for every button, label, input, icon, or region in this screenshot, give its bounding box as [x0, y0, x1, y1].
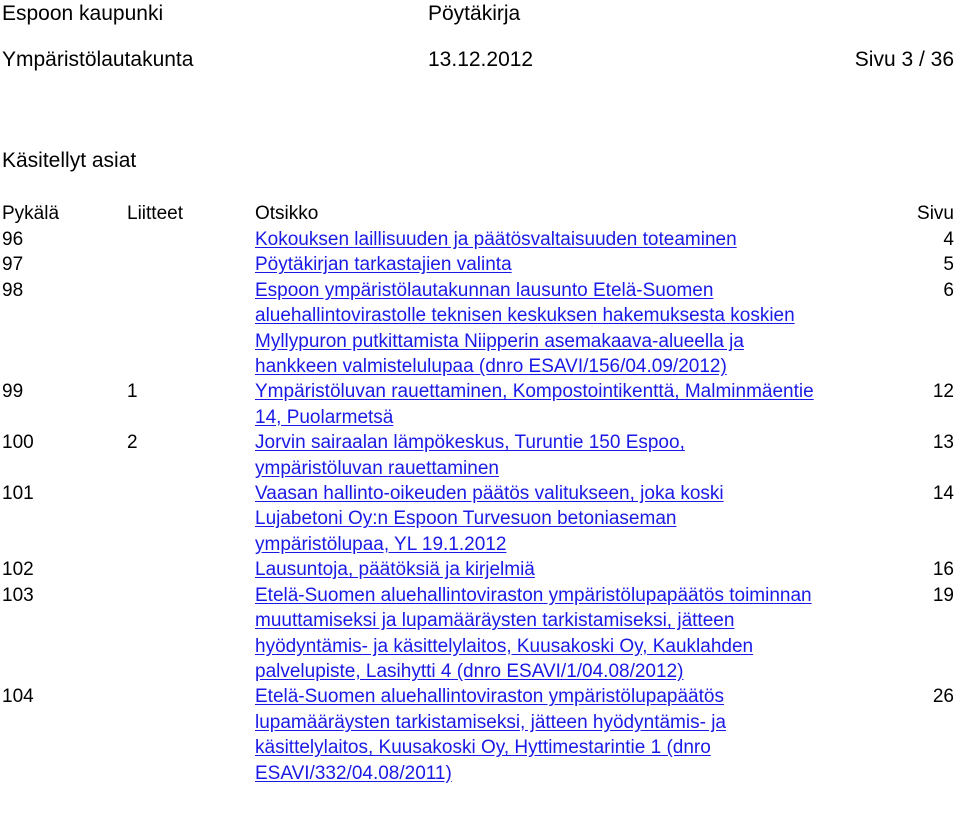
agenda-item-link[interactable]: Etelä-Suomen aluehallintoviraston ympäristölupapäätös toiminnan muuttamiseksi ja lupamääräysten tarkistamiseksi, jätteen hyödyntämis- ja käsittelylaitos, Kuusakoski Oy, Kauklahden palvelupiste, Lasihytti 4 (dnro ESAVI/1/04.08/2012)	[255, 584, 812, 682]
agenda-item-link[interactable]: Pöytäkirjan tarkastajien valinta	[255, 254, 512, 276]
committee-name: Ympäristölautakunta	[2, 48, 194, 71]
section-number: 98	[2, 279, 24, 301]
agenda-item	[0, 557, 960, 582]
agenda-item	[0, 583, 960, 685]
agenda-list	[0, 227, 960, 786]
attachment-number: 1	[127, 381, 138, 403]
agenda-item-link[interactable]: Vaasan hallinto-oikeuden päätös valitukseen, joka koski Lujabetoni Oy:n Espoon Turvesuon betoniaseman ympäristölupaa, YL 19.1.2012	[255, 483, 724, 555]
organization-name: Espoon kaupunki	[2, 2, 164, 25]
section-number: 102	[2, 559, 34, 581]
document-type: Pöytäkirja	[428, 2, 521, 25]
agenda-item-link[interactable]: Etelä-Suomen aluehallintoviraston ympäristölupapäätös lupamääräysten tarkistamiseksi, jätteen hyödyntämis- ja käsittelylaitos, Kuusakoski Oy, Hyttimestarintie 1 (dnro ESAVI/332/04.08/2011)	[255, 686, 726, 784]
item-page-number: 16	[932, 559, 954, 581]
column-header-page: Sivu	[917, 203, 954, 224]
section-title: Käsitellyt asiat	[2, 149, 137, 172]
agenda-item	[0, 252, 960, 277]
agenda-item	[0, 481, 960, 557]
column-header-attachments: Liitteet	[127, 203, 183, 224]
agenda-item	[0, 379, 960, 430]
meeting-date: 13.12.2012	[428, 48, 534, 71]
section-number: 104	[2, 686, 34, 708]
section-number: 96	[2, 229, 24, 250]
agenda-item-link[interactable]: Kokouksen laillisuuden ja päätösvaltaisuuden toteaminen	[255, 229, 737, 250]
section-number: 103	[2, 584, 34, 606]
item-page-number: 4	[943, 229, 954, 250]
item-page-number: 12	[932, 381, 954, 403]
column-header-section: Pykälä	[2, 203, 60, 224]
agenda-item-link[interactable]: Jorvin sairaalan lämpökeskus, Turuntie 150 Espoo, ympäristöluvan rauettaminen	[255, 432, 685, 479]
agenda-item-link[interactable]: Ympäristöluvan rauettaminen, Kompostointikenttä, Malminmäentie 14, Puolarmetsä	[255, 381, 814, 428]
section-number: 101	[2, 483, 34, 505]
column-header-title: Otsikko	[255, 203, 319, 224]
item-page-number: 13	[932, 432, 954, 454]
agenda-item	[0, 430, 960, 481]
agenda-item	[0, 227, 960, 252]
section-number: 99	[2, 381, 24, 403]
section-number: 97	[2, 254, 24, 276]
item-page-number: 14	[932, 483, 954, 505]
item-page-number: 5	[943, 254, 954, 276]
page-number: Sivu 3 / 36	[854, 48, 954, 71]
item-page-number: 26	[932, 686, 954, 708]
item-page-number: 6	[943, 279, 954, 301]
section-number: 100	[2, 432, 34, 454]
agenda-item	[0, 278, 960, 380]
agenda-item	[0, 684, 960, 786]
item-page-number: 19	[932, 584, 954, 606]
attachment-number: 2	[127, 432, 138, 454]
agenda-item-link[interactable]: Espoon ympäristölautakunnan lausunto Etelä-Suomen aluehallintovirastolle teknisen keskuksen hakemuksesta koskien Myllypuron putkittamista Niipperin asemakaava-alueella ja hankkeen valmistelulupaa (dnro ESAVI/156/04.09/2012)	[255, 279, 795, 378]
agenda-item-link[interactable]: Lausuntoja, päätöksiä ja kirjelmiä	[255, 559, 535, 581]
